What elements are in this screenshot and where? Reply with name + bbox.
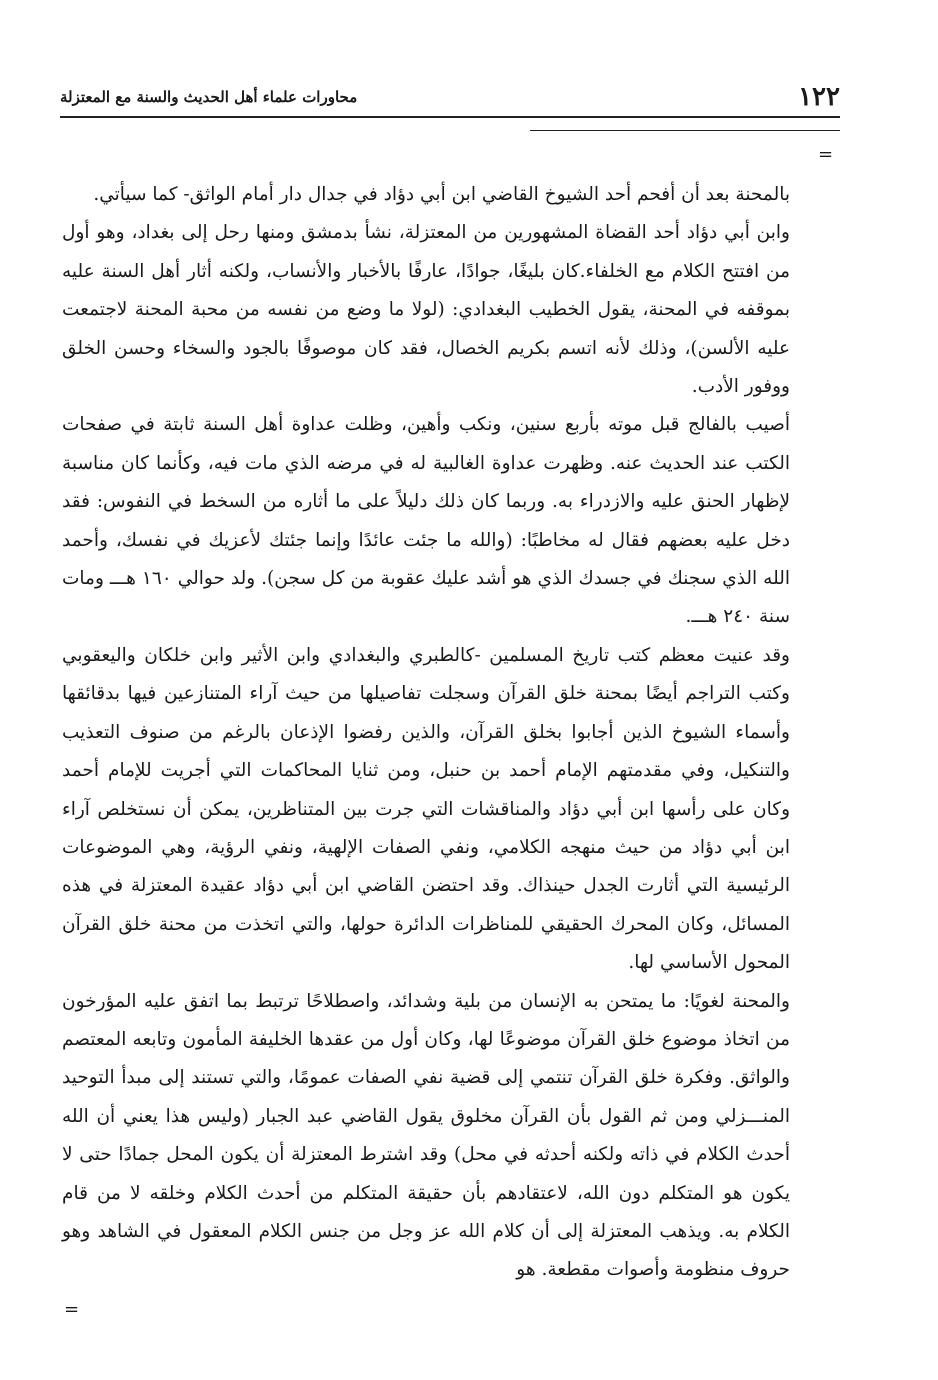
page-header xyxy=(60,80,840,114)
continuation-mark-top: = xyxy=(818,144,834,165)
paragraph: والمحنة لغويًا: ما يمتحن به الإنسان من بلية وشدائد، واصطلاحًا ترتبط بما اتفق عليه المؤرخون من اتخاذ موضوع خلق القرآن موضوعًا لها، وكان أول من عقدها الخليفة المأمون وتابعه المعتصم والواثق. وفكرة خلق القرآن تنتمي إلى قضية نفي الصفات عمومًا، والتي تستند إلى مبدأ التوحيد المنـــزلي ومن ثم القول بأن القرآن مخلوق يقول القاضي عبد الجبار (وليس هذا يعني أن الله أحدث الكلام في ذاته ولكنه أحدثه في محل) وقد اشترط المعتزلة أن يكون المحل جمادًا حتى لا يكون هو المتكلم دون الله، لاعتقادهم بأن حقيقة المتكلم من أحدث الكلام وخلقه لا من قام الكلام به. ويذهب المعتزلة إلى أن كلام الله عز وجل من جنس الكلام المعقول في الشاهد وهو حروف منظومة وأصوات مقطعة. هو xyxy=(62,990,790,1281)
continuation-mark-bottom: = xyxy=(64,1299,80,1320)
separator-rule xyxy=(530,130,840,131)
paragraph: وابن أبي دؤاد أحد القضاة المشهورين من المعتزلة، نشأ بدمشق ومنها رحل إلى بغداد، وهو أول من افتتح الكلام مع الخلفاء.كان بليغًا، جوادًا، عارفًا بالأخبار والأنساب، ولكنه أثار أهل السنة عليه بموقفه في المحنة، يقول الخطيب البغدادي: (لولا ما وضع من نفسه من محبة المحنة لاجتمعت عليه الألسن)، وذلك لأنه اتسم بكريم الخصال، فقد كان موصوفًا بالجود والسخاء وحسن الخلق ووفور الأدب. xyxy=(62,222,790,398)
header-rule xyxy=(60,116,840,118)
running-title: محاورات علماء أهل الحديث والسنة مع المعتزلة xyxy=(60,88,358,106)
body-text xyxy=(62,176,790,1290)
paragraph: أصيب بالفالج قبل موته بأربع سنين، ونكب وأهين، وظلت عداوة أهل السنة ثابتة في صفحات الكتب عند الحديث عنه. وظهرت عداوة الغالبية له في مرضه الذي مات فيه، وكأنما كان مناسبة لإظهار الحنق عليه والازدراء به. وربما كان ذلك دليلاً على ما أثاره من السخط في النفوس: فقد دخل عليه بعضهم فقال له مخاطبًا: (والله ما جئت عائدًا وإنما جئتك لأعزيك في نفسك، وأحمد الله الذي سجنك في جسدك الذي هو أشد عليك عقوبة من كل سجن). ولد حوالي ١٦٠ هـــ ومات سنة ٢٤٠ هـــ. xyxy=(62,414,790,628)
page-number: ١٢٢ xyxy=(798,82,840,112)
paragraph: بالمحنة بعد أن أفحم أحد الشيوخ القاضي ابن أبي دؤاد في جدال دار أمام الواثق- كما سيأتي. xyxy=(93,184,790,205)
paragraph: وقد عنيت معظم كتب تاريخ المسلمين -كالطبري والبغدادي وابن الأثير وابن خلكان واليعقوبي وكتب التراجم أيضًا بمحنة خلق القرآن وسجلت تفاصيلها من حيث آراء المتنازعين فيها بدقائقها وأسماء الشيوخ الذين أجابوا بخلق القرآن، والذين رفضوا الإذعان بالرغم من صنوف التعذيب والتنكيل، وفي مقدمتهم الإمام أحمد بن حنبل، ومن ثنايا المحاكمات التي أجريت للإمام أحمد وكان على رأسها ابن أبي دؤاد والمناقشات التي جرت بين المتناظرين، يمكن أن نستخلص آراء ابن أبي دؤاد من حيث منهجه الكلامي، ونفي الصفات الإلهية، ونفي الرؤية، وهي الموضوعات الرئيسية التي أثارت الجدل حينذاك. وقد احتضن القاضي ابن أبي دؤاد عقيدة المعتزلة في هذه المسائل، وكان المحرك الحقيقي للمناظرات الدائرة حولها، والتي اتخذت من محنة خلق القرآن المحول الأساسي لها. xyxy=(62,644,790,974)
